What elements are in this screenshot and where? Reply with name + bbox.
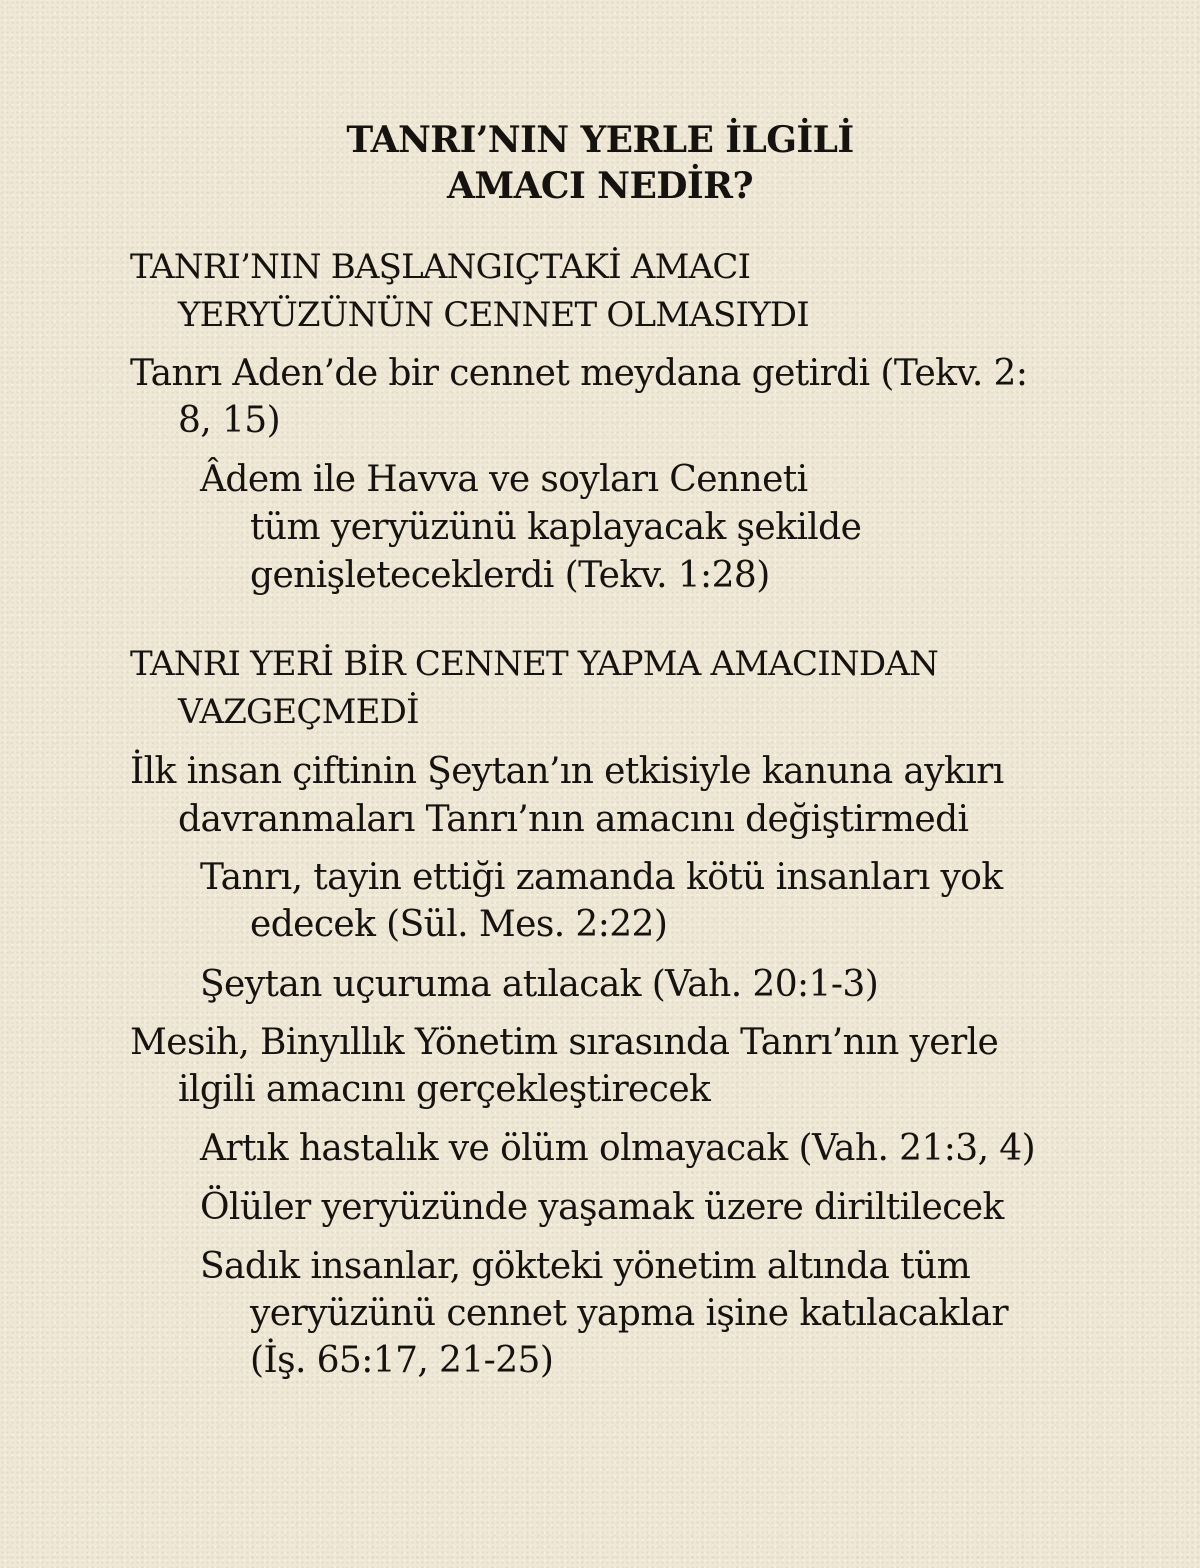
outline-point: İlk insan çiftinin Şeytan’ın etkisiyle kanuna aykırı [130,751,1004,792]
outline-subpoint-continuation: (İş. 65:17, 21-25) [250,1340,554,1381]
outline-subpoint: Âdem ile Havva ve soyları Cenneti [200,459,808,500]
outline-point: Mesih, Binyıllık Yönetim sırasında Tanrı’nın yerle [130,1022,999,1063]
outline-subpoint: Artık hastalık ve ölüm olmayacak (Vah. 21:3, 4) [200,1128,1036,1169]
page-title [0,117,1200,209]
section-heading-continuation: YERYÜZÜNÜN CENNET OLMASIYDI [178,295,809,335]
section-heading: TANRI’NIN BAŞLANGIÇTAKİ AMACI [130,247,751,287]
section-heading-continuation: VAZGEÇMEDİ [178,692,419,732]
outline-subpoint-continuation: yeryüzünü cennet yapma işine katılacaklar [250,1293,1008,1334]
outline-subpoint-continuation: tüm yeryüzünü kaplayacak şekilde [250,507,862,548]
outline-subpoint-continuation: edecek (Sül. Mes. 2:22) [250,904,668,945]
section-heading: TANRI YERİ BİR CENNET YAPMA AMACINDAN [130,644,939,684]
outline-subpoint: Ölüler yeryüzünde yaşamak üzere diriltilecek [200,1187,1004,1228]
outline-subpoint: Tanrı, tayin ettiği zamanda kötü insanları yok [200,857,1003,898]
title-line-1: TANRI’NIN YERLE İLGİLİ [346,119,854,161]
title-line-2: AMACI NEDİR? [447,165,753,207]
outline-subpoint: Sadık insanlar, gökteki yönetim altında tüm [200,1246,971,1287]
outline-subpoint-continuation: genişleteceklerdi (Tekv. 1:28) [250,555,770,596]
outline-subpoint: Şeytan uçuruma atılacak (Vah. 20:1-3) [200,964,879,1005]
outline-point-continuation: davranmaları Tanrı’nın amacını değiştirmedi [178,799,969,840]
outline-point-continuation: ilgili amacını gerçekleştirecek [178,1069,711,1110]
outline-point: Tanrı Aden’de bir cennet meydana getirdi (Tekv. 2: [130,353,1028,394]
outline-point-continuation: 8, 15) [178,400,281,441]
